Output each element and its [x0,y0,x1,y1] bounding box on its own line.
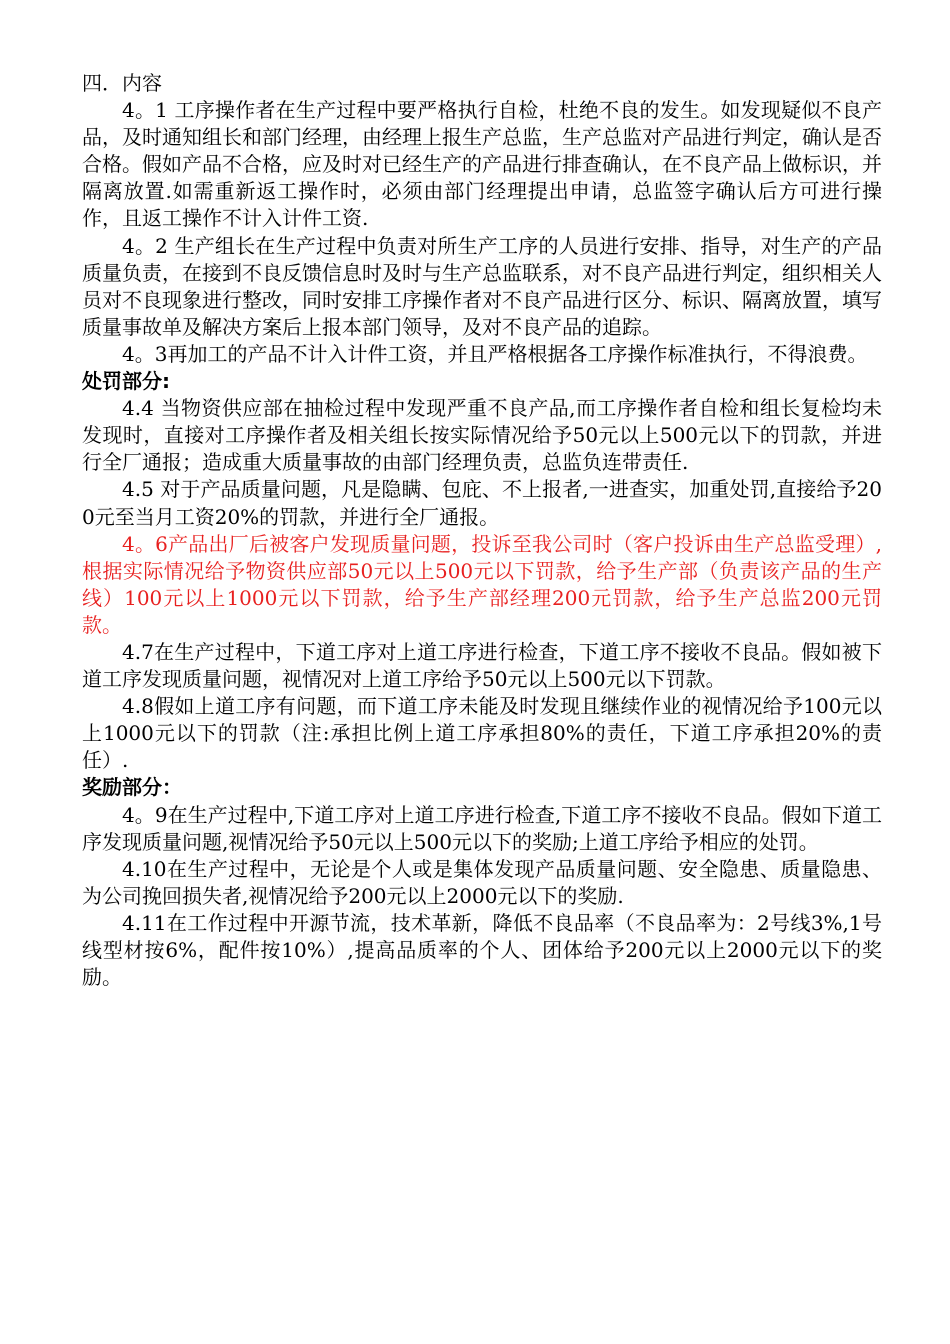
clause-4-7: 4.7在生产过程中，下道工序对上道工序进行检查，下道工序不接收不良品。假如被下道工序发现质量问题，视情况对上道工序给予50元以上500元以下罚款。 [82,639,882,692]
clause-4-11: 4.11在工作过程中开源节流，技术革新，降低不良品率（不良品率为：2号线3%,1号线型材按6%，配件按10%）,提高品质率的个人、团体给予200元以上2000元以下的奖励。 [82,910,882,990]
section-title: 四．内容 [82,71,162,95]
document-page [82,70,882,991]
reward-heading: 奖励部分： [82,775,182,800]
clause-4-1: 4。1 工序操作者在生产过程中要严格执行自检，杜绝不良的发生。如发现疑似不良产品，及时通知组长和部门经理，由经理上报生产总监，生产总监对产品进行判定，确认是否合格。假如产品不合格，应及时对已经生产的产品进行排查确认，在不良产品上做标识，并隔离放置.如需重新返工操作时，必须由部门经理提出申请，总监签字确认后方可进行操作，且返工操作不计入计件工资. [82,98,882,231]
clause-4-8: 4.8假如上道工序有问题，而下道工序未能及时发现且继续作业的视情况给予100元以上1000元以下的罚款（注:承担比例上道工序承担80%的责任，下道工序承担20%的责任）. [82,694,882,773]
clause-4-4: 4.4 当物资供应部在抽检过程中发现严重不良产品,而工序操作者自检和组长复检均未发现时，直接对工序操作者及相关组长按实际情况给予50元以上500元以下的罚款，并进行全厂通报；造成重大质量事故的由部门经理负责，总监负连带责任. [82,396,882,475]
clause-4-5: 4.5 对于产品质量问题，凡是隐瞒、包庇、不上报者,一进查实，加重处罚,直接给予200元至当月工资20%的罚款，并进行全厂通报。 [82,477,882,529]
penalty-heading: 处罚部分: [82,369,170,394]
clause-4-9: 4。9在生产过程中,下道工序对上道工序进行检查,下道工序不接收不良品。假如下道工序发现质量问题,视情况给予50元以上500元以下的奖励;上道工序给予相应的处罚。 [82,802,882,854]
clause-4-3: 4。3再加工的产品不计入计件工资，并且严格根据各工序操作标准执行，不得浪费。 [122,341,868,366]
clause-4-6-highlighted: 4。6产品出厂后被客户发现质量问题，投诉至我公司时（客户投诉由生产总监受理）,根据实际情况给予物资供应部50元以上500元以下罚款，给予生产部（负责该产品的生产线）100元以上1000元以下罚款，给予生产部经理200元罚款，给予生产总监200元罚款。 [82,531,882,637]
clause-4-10: 4.10在生产过程中，无论是个人或是集体发现产品质量问题、安全隐患、质量隐患、为公司挽回损失者,视情况给予200元以上2000元以下的奖励. [82,856,882,908]
clause-4-2: 4。2 生产组长在生产过程中负责对所生产工序的人员进行安排、指导，对生产的产品质量负责，在接到不良反馈信息时及时与生产总监联系，对不良产品进行判定，组织相关人员对不良现象进行整改，同时安排工序操作者对不良产品进行区分、标识、隔离放置，填写质量事故单及解决方案后上报本部门领导，及对不良产品的追踪。 [82,233,882,339]
